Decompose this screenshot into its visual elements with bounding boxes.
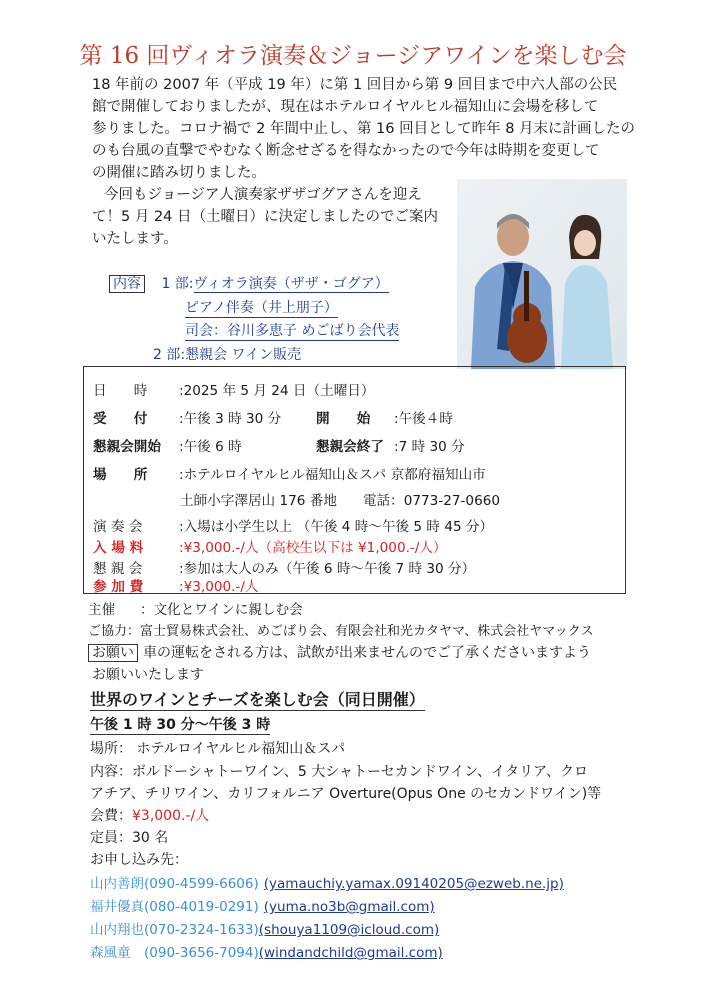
- email-link[interactable]: (yamauchiy.yamax.09140205@ezweb.ne.jp): [263, 876, 564, 892]
- wine-content-1: 内容：ボルドーシャトーワイン、5 大シャトーセカンドワイン、イタリア、クロ: [90, 764, 589, 780]
- organizer-line: 主催 ：文化とワインに親しむ会: [88, 602, 303, 618]
- intro-line-1: 18 年前の 2007 年（平成 19 年）に第 1 回目から第 9 回目まで中六人部の公民: [92, 77, 618, 93]
- program-item-viola: ヴィオラ演奏（ザザ・ゴグア）: [193, 276, 389, 292]
- party-row: 懇 親 会 :参加は大人のみ（午後 6 時〜午後 7 時 30 分）: [93, 561, 476, 577]
- contact-row: 森風童 (090-3656-7094)(windandchild@gmail.com): [90, 945, 443, 961]
- wine-content-2: アチア、チリワイン、カリフォルニア Overture(Opus One のセカンドワイン)等: [90, 786, 602, 802]
- part1-label: 1 部:: [161, 276, 194, 292]
- wine-venue: 場所： ホテルロイヤルヒル福知山＆スパ: [90, 741, 346, 757]
- intro-line-7: て！5 月 24 日（土曜日）に決定しましたのでご案内: [92, 209, 439, 225]
- email-link[interactable]: (yuma.no3b@gmail.com): [263, 899, 435, 915]
- part2-label: 2 部:: [153, 347, 186, 363]
- contact-row: 山内翔也(070-2324-1633)(shouya1109@icloud.com): [90, 922, 440, 938]
- program-heading: [109, 273, 389, 293]
- open-row: 開 始 :午後４時: [316, 411, 453, 427]
- party-end-row: 懇親会終了 :7 時 30 分: [316, 439, 465, 455]
- program-part2: [153, 344, 301, 364]
- request-line-2: お願いいたします: [92, 667, 204, 683]
- program-item-piano: ピアノ伴奏（井上朋子）: [185, 297, 338, 318]
- contact-row: 山内善朗(090-4599-6606) (yamauchiy.yamax.09140205@ezweb.ne.jp): [90, 876, 564, 892]
- intro-line-5: の開催に踏み切りました。: [92, 165, 266, 181]
- intro-line-3: 参りました。コロナ禍で 2 年間中止し、第 16 回目として昨年 8 月末に計画したの: [92, 121, 636, 137]
- request-line: お願い 車の運転をされる方は、試飲が出来ませんのでご了承くださいますよう: [88, 642, 591, 662]
- intro-line-4: のも台風の直撃でやむなく断念せざるを得なかったので今年は時期を変更して: [92, 143, 600, 159]
- party-fee-row: 参 加 費 :¥3,000.-/人: [93, 579, 259, 595]
- program-label: 内容: [109, 275, 145, 293]
- intro-line-2: 館で開催しておりましたが、現在はホテルロイヤルヒル福知山に会場を移して: [92, 99, 599, 115]
- wine-capacity: 定員：30 名: [90, 830, 169, 846]
- program-item-party: 懇親会 ワイン販売: [185, 347, 302, 363]
- reception-row: 受 付 :午後 3 時 30 分: [93, 411, 282, 427]
- wine-time: 午後 1 時 30 分〜午後 3 時: [90, 714, 270, 735]
- wine-title: 世界のワインとチーズを楽しむ会（同日開催）: [90, 687, 425, 711]
- request-label: お願い: [88, 644, 138, 662]
- fee-row: 入 場 料 :¥3,000.-/人（高校生以下は ¥1,000.-/人）: [93, 540, 447, 556]
- cooperation-line: ご協力：富士貿易株式会社、めごばり会、有限会社和光カタヤマ、株式会社ヤマックス: [88, 624, 594, 639]
- intro-line-6: 今回もジョージア人演奏家ザザゴグアさんを迎え: [104, 187, 422, 203]
- contact-row: 福井優真(080-4019-0291) (yuma.no3b@gmail.com): [90, 899, 435, 915]
- email-link[interactable]: (windandchild@gmail.com): [258, 945, 443, 961]
- event-details-box: [83, 366, 626, 594]
- page-title: 第 16 回ヴィオラ演奏＆ジョージアワインを楽しむ会: [79, 43, 627, 69]
- email-link[interactable]: (shouya1109@icloud.com): [258, 922, 440, 938]
- wine-apply: お申し込み先：: [90, 852, 188, 868]
- program-item-mc: 司会：谷川多恵子 めごばり会代表: [185, 320, 399, 341]
- intro-line-8: いたします。: [92, 231, 178, 247]
- venue-row: 場 所 :ホテルロイヤルヒル福知山＆スパ 京都府福知山市: [93, 467, 486, 483]
- party-start-row: 懇親会開始 :午後 6 時: [93, 439, 242, 455]
- date-row: 日 時 :2025 年 5 月 24 日（土曜日）: [93, 383, 375, 399]
- wine-fee: 会費：¥3,000.-/人: [90, 808, 210, 824]
- performers-photo: [457, 179, 627, 369]
- venue-address-row: 土師小字澤居山 176 番地 電話：0773-27-0660: [180, 493, 501, 509]
- concert-row: 演 奏 会 :入場は小学生以上 （午後 4 時〜午後 5 時 45 分）: [93, 519, 494, 535]
